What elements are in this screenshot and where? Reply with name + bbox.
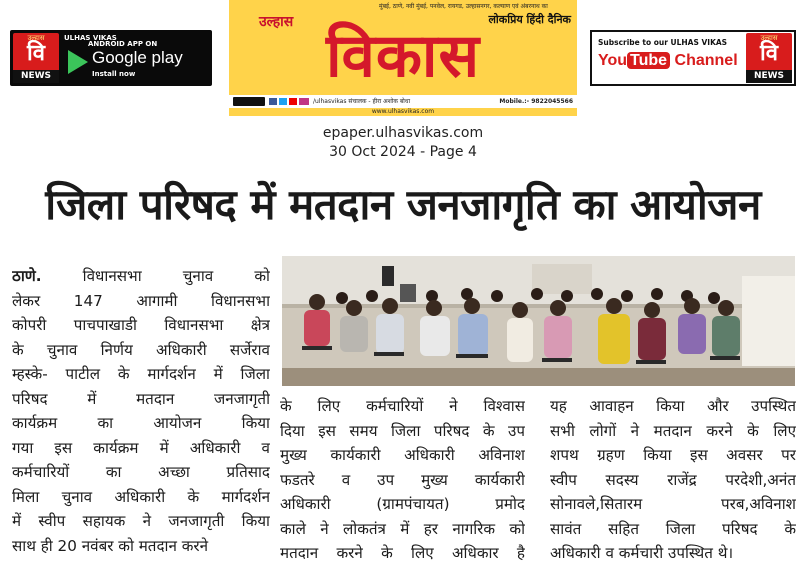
newspaper-masthead [229,0,577,116]
social-handle: /ulhasvikas संचालक - हीरा अशोक बोधा [313,98,411,105]
column-line: ठाणे. विधानसभा चुनाव को [12,267,270,285]
event-photo [282,256,795,386]
masthead-tagline: लोकप्रिय हिंदी दैनिक [488,13,571,26]
brand-label: ULHAS VIKAS [64,34,117,42]
youtube-channel-label: You Tube Channel [598,52,738,69]
masthead-website: www.ulhasvikas.com [371,108,435,115]
epaper-meta [0,124,806,162]
column-line: के चुनाव निर्णय अधिकारी सर्जेराव [12,340,270,359]
dateline: ठाणे. [12,267,42,285]
google-play-icon [68,50,88,74]
column-line: स्वीप सदस्य राजेंद्र परदेशी,अनंत [550,470,796,489]
column-line: मतदान करने के लिए अधिकार है [280,544,525,562]
edition-date-page: 30 Oct 2024 - Page 4 [329,144,477,160]
column-line: कोपरी पाचपाखाडी विधानसभा क्षेत्र [12,316,270,334]
android-app-banner[interactable] [10,30,212,86]
column-line: के लिए कर्मचारियों ने विश्वास [280,397,525,415]
column-line: कर्मचारियों का अच्छा प्रतिसाद [12,463,270,481]
google-play-mini-icon [233,97,265,106]
column-line: सावंत सहित जिला परिषद के [550,519,796,538]
article-headline: जिला परिषद में मतदान जनजागृति का आयोजन [45,180,761,229]
column-line: गया इस कार्यक्रम में अधिकारी व [12,438,270,457]
column-line: साथ ही 20 नवंबर को मतदान करने [12,536,209,555]
column-line: सोनावले,सितारम परब,अविनाश [550,495,796,513]
youtube-icon: Tube [627,52,670,69]
article-column-1 [12,264,270,558]
google-play-label: Google play [92,48,183,67]
article-column-2 [280,394,525,566]
column-line: अधिकारी (ग्रामपंचायत) प्रमोद [280,495,525,513]
column-line: फडतरे व उप मुख्य कार्यकारी [280,470,525,489]
install-now-label: Install now [92,70,136,78]
column-line: यह आवाहन किया और उपस्थित [550,397,796,415]
epaper-site: epaper.ulhasvikas.com [322,125,484,141]
youtube-channel-banner[interactable] [590,30,796,86]
column-line: सभी लोगों ने मतदान करने के लिए [550,421,796,440]
column-line: लेकर 147 आगामी विधानसभा [12,291,270,310]
column-line: मिला चुनाव अधिकारी के मार्गदर्शन [12,487,270,506]
android-app-on-label: ANDROID APP ON [88,40,158,48]
article-column-3 [550,394,796,566]
subscribe-label: Subscribe to our ULHAS VIKAS [598,38,728,47]
column-line: परिषद में मतदान जनजागृती [12,389,270,408]
column-line: अधिकारी व कर्मचारी उपस्थित थे। [550,544,734,562]
masthead-cities: मुंबई, ठाणे, नवी मुंबई, पनवेल, रायगड, उल्हासनगर, कल्याण एवं अंबरनाथ का [379,3,548,10]
ulhas-vikas-news-logo: उल्हास वि NEWS [13,33,59,83]
mobile-number: Mobile.:- 9822045566 [499,98,573,105]
column-line: में स्वीप सहायक ने जनजागृती किया [12,512,270,530]
ulhas-vikas-news-logo-right: उल्हास वि NEWS [746,33,792,83]
social-icons [269,98,309,105]
column-line: कार्यक्रम का आयोजन किया [12,414,270,432]
column-line: दिया इस समय जिला परिषद के उप [280,421,525,440]
masthead-ulhas: उल्हास [259,14,294,30]
column-line: मुख्य कार्यकारी अधिकारी अविनाश [280,446,525,464]
column-line: काले ने लोकतंत्र में हर नागरिक को [280,519,525,538]
column-line: शपथ ग्रहण किया इस अवसर पर [550,446,796,464]
event-photo-image [282,256,795,386]
masthead-title: विकास [325,21,481,91]
column-line: म्हस्के- पाटील के मार्गदर्शन में जिला [12,365,270,383]
masthead-info-strip [229,95,577,108]
